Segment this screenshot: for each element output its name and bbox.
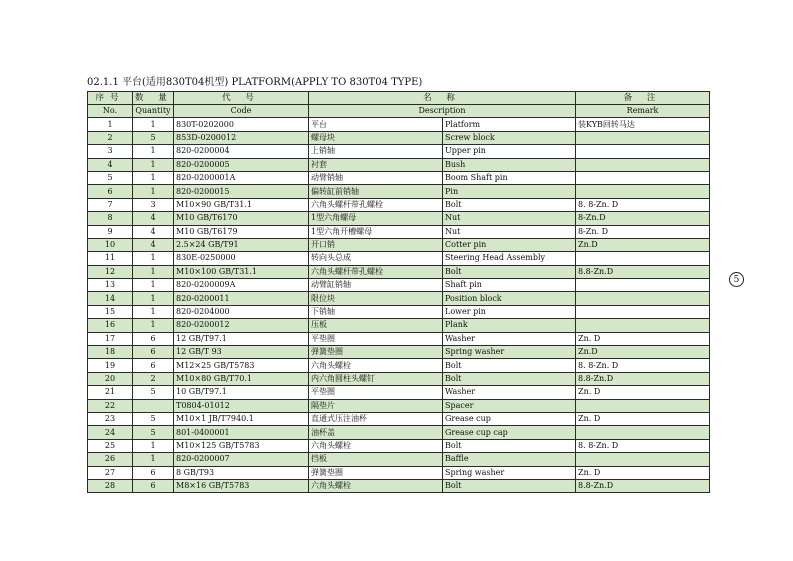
remark-cell: 装KYB回转马达: [576, 118, 710, 131]
remark-cell: 8-Zn.D: [576, 212, 710, 225]
english-name-cell: Grease cup: [443, 412, 576, 425]
english-name-cell: Pin: [443, 185, 576, 198]
english-name-cell: Baffle: [443, 453, 576, 466]
code-cell: 853D-0200012: [174, 131, 309, 144]
part-number-cell: 18: [88, 346, 133, 359]
code-cell: M8×16 GB/T5783: [174, 479, 309, 492]
table-row: [88, 292, 710, 305]
quantity-cell: 1: [133, 265, 174, 278]
table-row: [88, 158, 710, 171]
table-row: [88, 439, 710, 452]
code-cell: M10×1 JB/T7940.1: [174, 412, 309, 425]
table-row: [88, 171, 710, 184]
chinese-name-cell: 挡板: [309, 453, 443, 466]
part-number-cell: 23: [88, 412, 133, 425]
code-cell: M10×90 GB/T31.1: [174, 198, 309, 211]
part-number-cell: 19: [88, 359, 133, 372]
chinese-name-cell: 动臂销轴: [309, 171, 443, 184]
english-name-cell: Bolt: [443, 359, 576, 372]
english-name-cell: Lower pin: [443, 305, 576, 318]
chinese-name-cell: 衬套: [309, 158, 443, 171]
code-cell: 820-0200004: [174, 145, 309, 158]
english-name-cell: Bolt: [443, 372, 576, 385]
table-row: [88, 386, 710, 399]
english-name-cell: Bolt: [443, 479, 576, 492]
remark-cell: [576, 158, 710, 171]
remark-cell: [576, 426, 710, 439]
english-name-cell: Bush: [443, 158, 576, 171]
remark-cell: [576, 279, 710, 292]
chinese-name-cell: 直通式压注油杯: [309, 412, 443, 425]
english-name-cell: Bolt: [443, 265, 576, 278]
table-row: [88, 332, 710, 345]
english-name-cell: Spring washer: [443, 466, 576, 479]
table-row: [88, 359, 710, 372]
quantity-cell: 1: [133, 145, 174, 158]
english-name-cell: Spring washer: [443, 346, 576, 359]
part-number-cell: 22: [88, 399, 133, 412]
part-number-cell: 26: [88, 453, 133, 466]
page-number-badge: 5: [729, 272, 744, 287]
quantity-cell: 6: [133, 332, 174, 345]
remark-cell: [576, 292, 710, 305]
part-number-cell: 13: [88, 279, 133, 292]
quantity-cell: 4: [133, 238, 174, 251]
table-row: [88, 412, 710, 425]
chinese-name-cell: 螺母块: [309, 131, 443, 144]
part-number-cell: 16: [88, 319, 133, 332]
chinese-name-cell: 六角头螺栓: [309, 439, 443, 452]
quantity-cell: 1: [133, 158, 174, 171]
part-number-cell: 27: [88, 466, 133, 479]
table-row: [88, 399, 710, 412]
quantity-cell: 1: [133, 185, 174, 198]
chinese-name-cell: 偏转缸前销轴: [309, 185, 443, 198]
remark-cell: 8.8-Zn.D: [576, 479, 710, 492]
english-name-cell: Upper pin: [443, 145, 576, 158]
english-name-cell: Screw block: [443, 131, 576, 144]
chinese-name-cell: 六角头螺栓: [309, 479, 443, 492]
code-cell: 10 GB/T97.1: [174, 386, 309, 399]
remark-cell: Zn. D: [576, 332, 710, 345]
remark-cell: [576, 399, 710, 412]
remark-cell: Zn. D: [576, 386, 710, 399]
quantity-cell: 6: [133, 466, 174, 479]
quantity-cell: 6: [133, 359, 174, 372]
english-name-cell: Platform: [443, 118, 576, 131]
table-row: [88, 198, 710, 211]
code-cell: M12×25 GB/T5783: [174, 359, 309, 372]
header-desc-zh: 名 称: [309, 92, 576, 105]
part-number-cell: 25: [88, 439, 133, 452]
code-cell: 820-0200005: [174, 158, 309, 171]
table-row: [88, 305, 710, 318]
quantity-cell: 3: [133, 198, 174, 211]
quantity-cell: 1: [133, 171, 174, 184]
code-cell: M10 GB/T6179: [174, 225, 309, 238]
quantity-cell: 4: [133, 225, 174, 238]
quantity-cell: 1: [133, 305, 174, 318]
header-code-en: Code: [174, 105, 309, 118]
english-name-cell: Cotter pin: [443, 238, 576, 251]
code-cell: 820-0204000: [174, 305, 309, 318]
part-number-cell: 12: [88, 265, 133, 278]
chinese-name-cell: 弹簧垫圈: [309, 346, 443, 359]
table-row: [88, 252, 710, 265]
remark-cell: 8-Zn. D: [576, 225, 710, 238]
table-row: [88, 225, 710, 238]
english-name-cell: Shaft pin: [443, 279, 576, 292]
remark-cell: 8. 8-Zn. D: [576, 198, 710, 211]
code-cell: 820-0200015: [174, 185, 309, 198]
code-cell: 2.5×24 GB/T91: [174, 238, 309, 251]
header-no-en: No.: [88, 105, 133, 118]
remark-cell: [576, 171, 710, 184]
part-number-cell: 6: [88, 185, 133, 198]
chinese-name-cell: 1型六角螺母: [309, 212, 443, 225]
code-cell: 820-0200012: [174, 319, 309, 332]
part-number-cell: 4: [88, 158, 133, 171]
header-row-chinese: [88, 92, 710, 105]
code-cell: 830T-0202000: [174, 118, 309, 131]
quantity-cell: 1: [133, 252, 174, 265]
quantity-cell: 2: [133, 372, 174, 385]
part-number-cell: 14: [88, 292, 133, 305]
remark-cell: 8.8-Zn.D: [576, 372, 710, 385]
table-row: [88, 145, 710, 158]
part-number-cell: 7: [88, 198, 133, 211]
table-row: [88, 279, 710, 292]
english-name-cell: Plank: [443, 319, 576, 332]
code-cell: M10×100 GB/T31.1: [174, 265, 309, 278]
parts-table-body: [88, 118, 710, 493]
chinese-name-cell: 下销轴: [309, 305, 443, 318]
quantity-cell: 6: [133, 346, 174, 359]
chinese-name-cell: 转向头总成: [309, 252, 443, 265]
remark-cell: [576, 185, 710, 198]
remark-cell: 8. 8-Zn. D: [576, 439, 710, 452]
quantity-cell: 1: [133, 292, 174, 305]
header-qty-zh: 数 量: [133, 92, 174, 105]
page-title: 02.1.1 平台(适用830T04机型) PLATFORM(APPLY TO 830T04 TYPE): [87, 77, 423, 88]
code-cell: 8 GB/T93: [174, 466, 309, 479]
code-cell: 12 GB/T 93: [174, 346, 309, 359]
quantity-cell: [133, 399, 174, 412]
english-name-cell: Nut: [443, 212, 576, 225]
part-number-cell: 2: [88, 131, 133, 144]
remark-cell: [576, 305, 710, 318]
quantity-cell: 5: [133, 412, 174, 425]
header-desc-en: Description: [309, 105, 576, 118]
table-row: [88, 185, 710, 198]
chinese-name-cell: 开口销: [309, 238, 443, 251]
english-name-cell: Position block: [443, 292, 576, 305]
part-number-cell: 1: [88, 118, 133, 131]
code-cell: 820-0200001A: [174, 171, 309, 184]
chinese-name-cell: 上销轴: [309, 145, 443, 158]
code-cell: M10×80 GB/T70.1: [174, 372, 309, 385]
code-cell: T0804-01012: [174, 399, 309, 412]
code-cell: 801-0400001: [174, 426, 309, 439]
code-cell: M10 GB/T6170: [174, 212, 309, 225]
table-row: [88, 346, 710, 359]
english-name-cell: Steering Head Assembly: [443, 252, 576, 265]
remark-cell: [576, 252, 710, 265]
remark-cell: Zn.D: [576, 238, 710, 251]
quantity-cell: 1: [133, 118, 174, 131]
english-name-cell: Bolt: [443, 198, 576, 211]
table-row: [88, 265, 710, 278]
chinese-name-cell: 限位块: [309, 292, 443, 305]
chinese-name-cell: 平台: [309, 118, 443, 131]
parts-table: [87, 91, 710, 493]
chinese-name-cell: 弹簧垫圈: [309, 466, 443, 479]
english-name-cell: Washer: [443, 386, 576, 399]
part-number-cell: 5: [88, 171, 133, 184]
remark-cell: [576, 131, 710, 144]
english-name-cell: Washer: [443, 332, 576, 345]
table-row: [88, 466, 710, 479]
quantity-cell: 5: [133, 131, 174, 144]
header-code-zh: 代 号: [174, 92, 309, 105]
header-remark-en: Remark: [576, 105, 710, 118]
part-number-cell: 9: [88, 225, 133, 238]
english-name-cell: Spacer: [443, 399, 576, 412]
table-row: [88, 212, 710, 225]
quantity-cell: 1: [133, 279, 174, 292]
table-row: [88, 453, 710, 466]
chinese-name-cell: 动臂缸销轴: [309, 279, 443, 292]
chinese-name-cell: 油杯盖: [309, 426, 443, 439]
quantity-cell: 5: [133, 386, 174, 399]
part-number-cell: 17: [88, 332, 133, 345]
quantity-cell: 1: [133, 319, 174, 332]
header-row-english: [88, 105, 710, 118]
part-number-cell: 21: [88, 386, 133, 399]
quantity-cell: 5: [133, 426, 174, 439]
quantity-cell: 1: [133, 439, 174, 452]
table-row: [88, 118, 710, 131]
english-name-cell: Grease cup cap: [443, 426, 576, 439]
part-number-cell: 20: [88, 372, 133, 385]
table-row: [88, 238, 710, 251]
remark-cell: [576, 319, 710, 332]
chinese-name-cell: 1型六角开槽螺母: [309, 225, 443, 238]
chinese-name-cell: 隔垫片: [309, 399, 443, 412]
code-cell: 830E-0250000: [174, 252, 309, 265]
part-number-cell: 11: [88, 252, 133, 265]
quantity-cell: 4: [133, 212, 174, 225]
remark-cell: [576, 145, 710, 158]
header-no-zh: 序号: [88, 92, 133, 105]
part-number-cell: 15: [88, 305, 133, 318]
code-cell: 820-0200009A: [174, 279, 309, 292]
remark-cell: Zn. D: [576, 466, 710, 479]
english-name-cell: Boom Shaft pin: [443, 171, 576, 184]
chinese-name-cell: 六角头螺栓: [309, 359, 443, 372]
remark-cell: 8. 8-Zn. D: [576, 359, 710, 372]
part-number-cell: 3: [88, 145, 133, 158]
chinese-name-cell: 六角头螺杆带孔螺栓: [309, 198, 443, 211]
header-remark-zh: 备 注: [576, 92, 710, 105]
english-name-cell: Bolt: [443, 439, 576, 452]
quantity-cell: 6: [133, 479, 174, 492]
part-number-cell: 28: [88, 479, 133, 492]
chinese-name-cell: 内六角圆柱头螺钉: [309, 372, 443, 385]
part-number-cell: 8: [88, 212, 133, 225]
chinese-name-cell: 平垫圈: [309, 386, 443, 399]
header-qty-en: Quantity: [133, 105, 174, 118]
code-cell: 820-0200007: [174, 453, 309, 466]
remark-cell: 8.8-Zn.D: [576, 265, 710, 278]
table-row: [88, 479, 710, 492]
table-row: [88, 372, 710, 385]
chinese-name-cell: 平垫圈: [309, 332, 443, 345]
code-cell: M10×125 GB/T5783: [174, 439, 309, 452]
table-row: [88, 131, 710, 144]
code-cell: 12 GB/T97.1: [174, 332, 309, 345]
table-row: [88, 426, 710, 439]
quantity-cell: 1: [133, 453, 174, 466]
remark-cell: Zn. D: [576, 412, 710, 425]
part-number-cell: 24: [88, 426, 133, 439]
remark-cell: [576, 453, 710, 466]
chinese-name-cell: 六角头螺杆带孔螺栓: [309, 265, 443, 278]
remark-cell: Zn.D: [576, 346, 710, 359]
code-cell: 820-0200011: [174, 292, 309, 305]
part-number-cell: 10: [88, 238, 133, 251]
chinese-name-cell: 压板: [309, 319, 443, 332]
table-row: [88, 319, 710, 332]
english-name-cell: Nut: [443, 225, 576, 238]
